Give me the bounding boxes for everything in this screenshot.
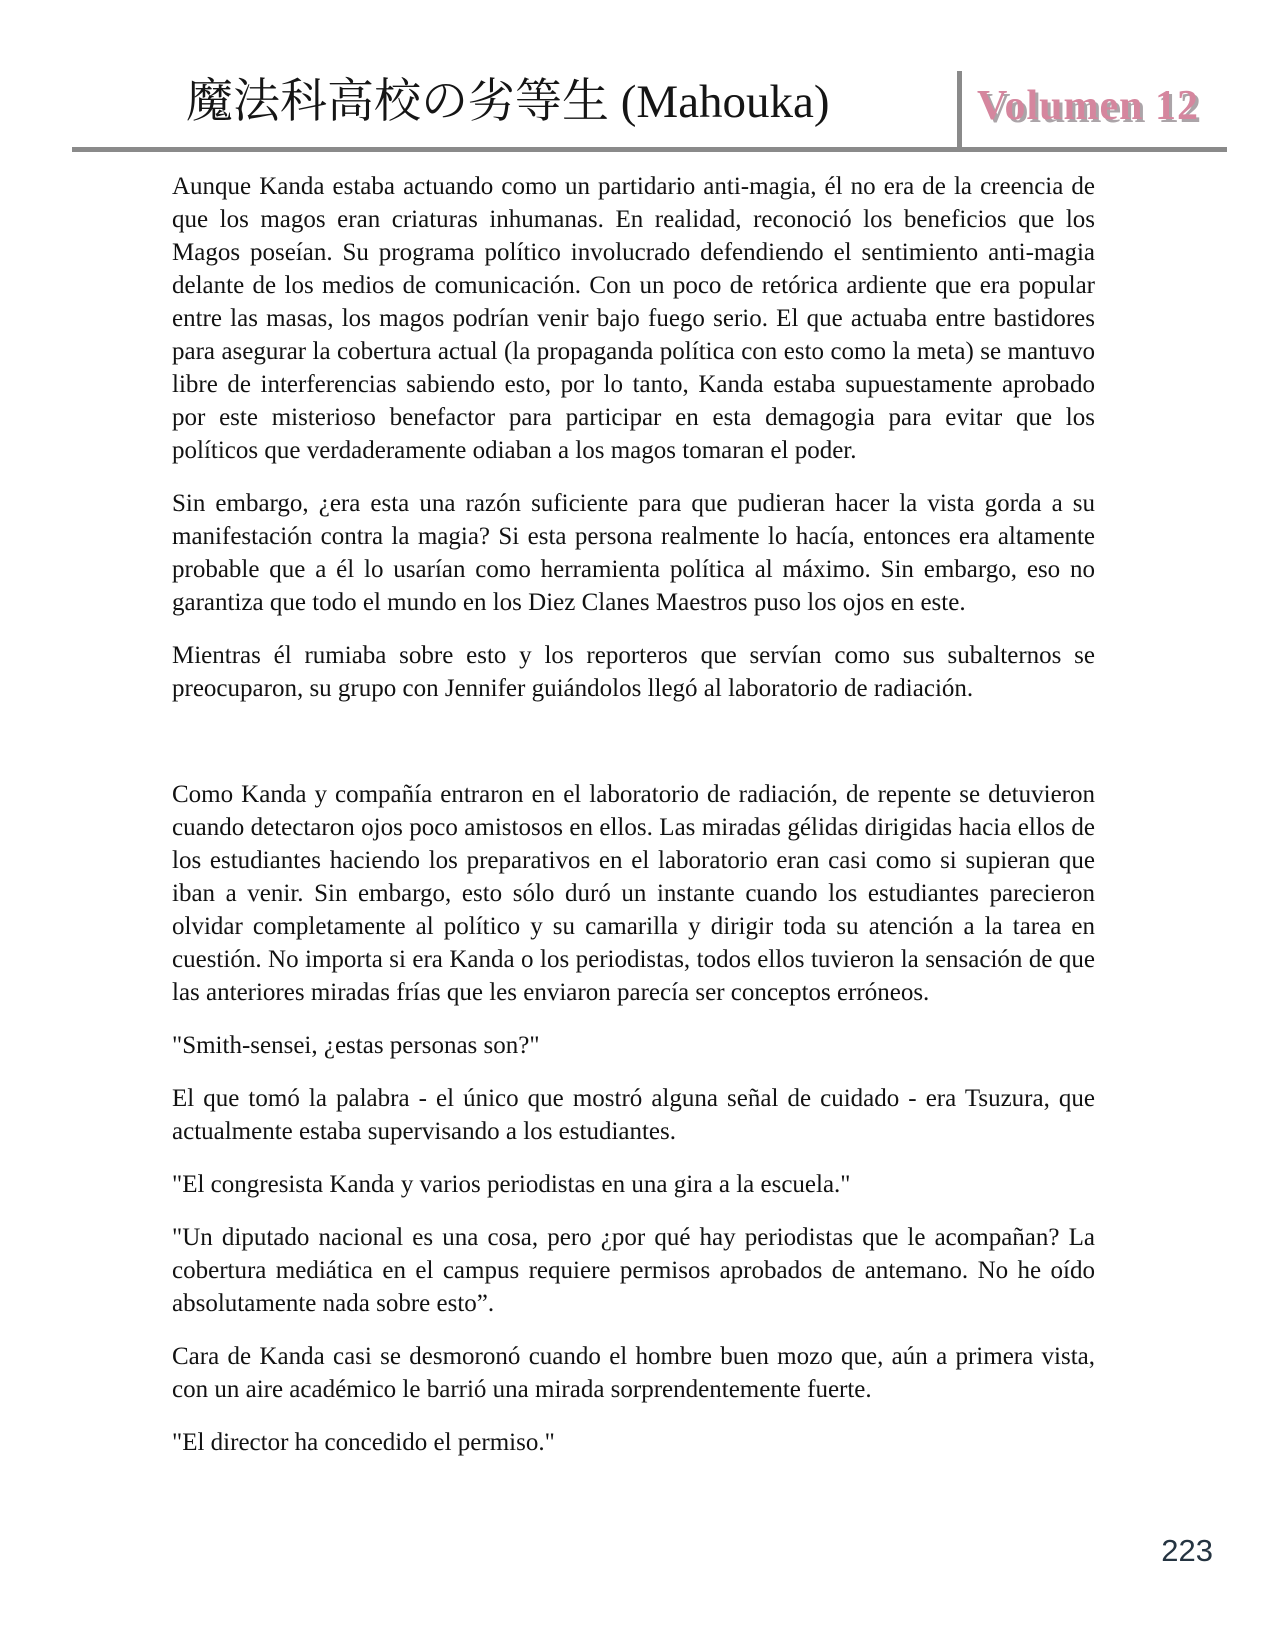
paragraph: "Un diputado nacional es una cosa, pero ¿por qué hay periodistas que le acompañan? La cobertura mediática en el campus requiere permisos aprobados de antemano. No he oído absolutamente nada sobre esto”. xyxy=(172,1224,1095,1317)
header-horizontal-rule xyxy=(72,147,1227,152)
paragraph: "El director ha concedido el permiso." xyxy=(172,1429,555,1456)
header-vertical-divider xyxy=(957,71,962,147)
paragraph: "El congresista Kanda y varios periodistas en una gira a la escuela." xyxy=(172,1171,851,1198)
paragraph: Como Kanda y compañía entraron en el laboratorio de radiación, de repente se detuvieron cuando detectaron ojos poco amistosos en ellos. Las miradas gélidas dirigidas hacia ellos de los estudiantes haciendo los preparativos en el laboratorio eran casi como si supieran que iban a venir. Sin embargo, esto sólo duró un instante cuando los estudiantes parecieron olvidar completamente al político y su camarilla y dirigir toda su atención a la tarea en cuestión. No importa si era Kanda o los periodistas, todos ellos tuvieron la sensación de que las anteriores miradas frías que les enviaron parecía ser conceptos erróneos. xyxy=(172,781,1095,1006)
paragraph: Sin embargo, ¿era esta una razón suficiente para que pudieran hacer la vista gorda a su manifestación contra la magia? Si esta persona realmente lo hacía, entonces era altamente probable que a él lo usarían como herramienta política al máximo. Sin embargo, eso no garantiza que todo el mundo en los Diez Clanes Maestros puso los ojos en este. xyxy=(172,490,1095,616)
scene-break xyxy=(172,725,1095,758)
volume-label: Volumen 12 xyxy=(977,83,1199,129)
paragraph: Aunque Kanda estaba actuando como un partidario anti-magia, él no era de la creencia de que los magos eran criaturas inhumanas. En realidad, reconoció los beneficios que los Magos poseían. Su programa político involucrado defendiendo el sentimiento anti-magia delante de los medios de comunicación. Con un poco de retórica ardiente que era popular entre las masas, los magos podrían venir bajo fuego serio. El que actuaba entre bastidores para asegurar la cobertura actual (la propaganda política con esto como la meta) se mantuvo libre de interferencias sabiendo esto, por lo tanto, Kanda estaba supuestamente aprobado por este misterioso benefactor para participar en esta demagogia para evitar que los políticos que verdaderamente odiaban a los magos tomaran el poder. xyxy=(172,173,1095,464)
paragraph: "Smith-sensei, ¿estas personas son?" xyxy=(172,1032,540,1059)
paragraph: Cara de Kanda casi se desmoronó cuando el hombre buen mozo que, aún a primera vista, con un aire académico le barrió una mirada sorprendentemente fuerte. xyxy=(172,1343,1095,1403)
page-number: 223 xyxy=(1161,1533,1213,1568)
book-title: 魔法科高校の劣等生 (Mahouka) xyxy=(186,76,830,128)
paragraph: El que tomó la palabra - el único que mostró alguna señal de cuidado - era Tsuzura, que actualmente estaba supervisando a los estudiantes. xyxy=(172,1085,1095,1145)
body-text xyxy=(172,170,1095,1479)
paragraph: Mientras él rumiaba sobre esto y los reporteros que servían como sus subalternos se preocuparon, su grupo con Jennifer guiándolos llegó al laboratorio de radiación. xyxy=(172,642,1095,702)
